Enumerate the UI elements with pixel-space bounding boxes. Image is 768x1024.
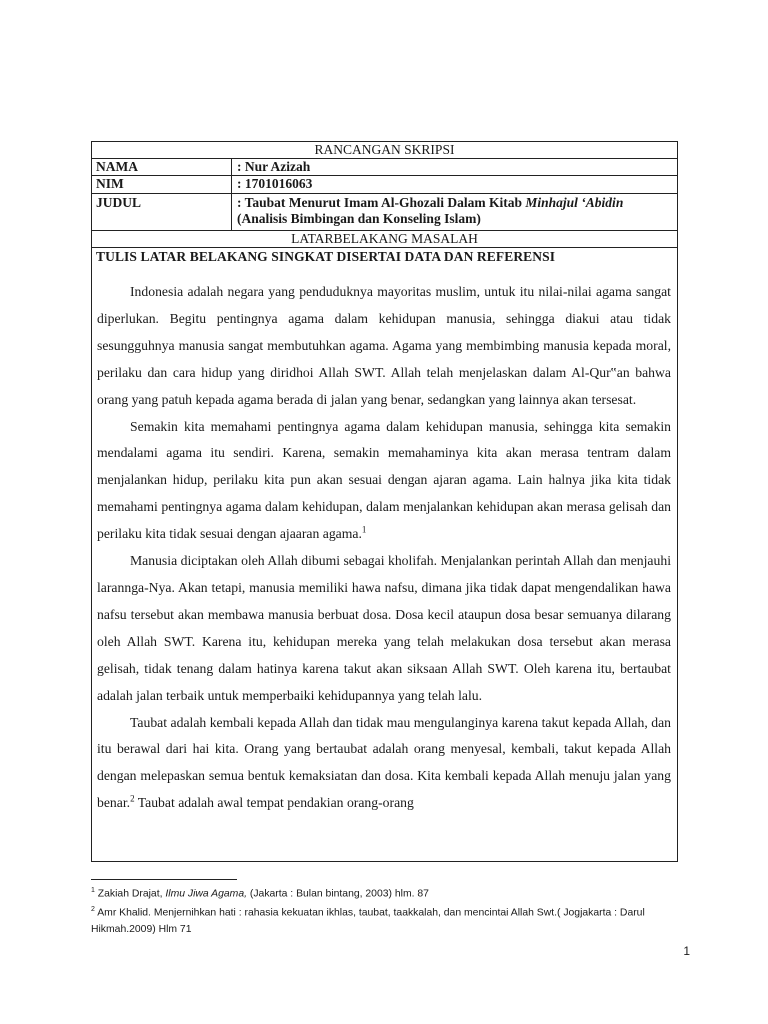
paragraph-4: Taubat adalah kembali kepada Allah dan tidak mau mengulanginya karena takut kepada Allah, dan itu berawal dari hai kita. Orang yang bertaubat adalah orang menyesal, kembali, takut kepada Allah dengan melepaskan semua bentuk kemaksiatan dan dosa. Kita kembali kepada Allah menuju jalan yang benar.$^2$ Taubat adalah awal tempat pendakian orang-orang xyxy=(97,714,671,811)
nim-value: : 1701016063 xyxy=(237,176,313,191)
judul-kitab: Minhajul ‘Abidin xyxy=(525,195,624,210)
paragraph-2: Semakin kita memahami pentingnya agama dalam kehidupan manusia, sehingga kita semakin mendalami agama itu sendiri. Karena, semakin memahaminya kita akan merasa tentram dalam menjalankan hidup, perilaku kita pun akan sesuai dengan ajaran agama. Lain halnya jika kita tidak memahami pentingnya agama dalam kehidupan, dalam menjalankan kehidupan akan merasa gelisah dan perilaku kita tidak sesuai dengan ajaaran agama.$^1$ xyxy=(97,418,671,542)
judul-label: JUDUL xyxy=(92,194,232,230)
footnote-ref-1[interactable]: 1 xyxy=(361,524,367,535)
nama-value: : Nur Azizah xyxy=(237,159,311,174)
form-title: RANCANGAN SKRIPSI xyxy=(92,142,677,159)
row-nim xyxy=(92,176,677,194)
row-nama xyxy=(92,159,677,176)
footnotes xyxy=(91,883,681,938)
judul-text: : Taubat Menurut Imam Al-Ghozali Dalam Kitab xyxy=(237,195,526,210)
nama-label: NAMA xyxy=(92,159,232,175)
nim-label: NIM xyxy=(92,176,232,193)
footnote-2: $^2$ Amr Khalid. Menjernihkan hati : rahasia kekuatan ikhlas, taubat, taakkalah, dan mencintai Allah Swt.( Jogjakarta : Darul Hikmah.2009) Hlm 71 xyxy=(91,906,645,935)
section-title: LATARBELAKANG MASALAH xyxy=(92,231,677,248)
paragraph-3: Manusia diciptakan oleh Allah dibumi sebagai kholifah. Menjalankan perintah Allah dan menjauhi larannga-Nya. Akan tetapi, manusia memiliki hawa nafsu, dimana jika tidak dapat mengendalikan hawa nafsu tersebut akan membawa manusia berbuat dosa. Dosa kecil ataupun dosa besar semuanya dilarang oleh Allah SWT. Karena itu, kehidupan mereka yang telah melakukan dosa tersebut akan merasa gelisah, tidak tenang dalam hatinya karena takut akan siksaan Allah SWT. Oleh karena itu, bertaubat adalah jalan terbaik untuk memperbaiki kehidupannya yang telah lalu. xyxy=(97,553,671,703)
proposal-form xyxy=(91,141,678,862)
footnote-1: $^1$ Zakiah Drajat, Ilmu Jiwa Agama, (Jakarta : Bulan bintang, 2003) hlm. 87 xyxy=(91,887,429,900)
paragraph-1: Indonesia adalah negara yang penduduknya mayoritas muslim, untuk itu nilai-nilai agama sangat diperlukan. Begitu pentingnya agama dalam kehidupan manusia, sehingga diakui atau tidak sesungguhnya manusia sangat membutuhkan agama. Agama yang membimbing manusia kepada moral, perilaku dan cara hidup yang diridhoi Allah SWT. Allah telah menjelaskan dalam Al-Qur‟an bahwa orang yang patuh kepada agama berada di jalan yang benar, sedangkan yang lainnya akan tersesat. xyxy=(97,284,671,407)
instruction-text: TULIS LATAR BELAKANG SINGKAT DISERTAI DATA DAN REFERENSI xyxy=(96,249,556,264)
footnote-ref-2[interactable]: 2 xyxy=(130,793,135,804)
judul-subtitle: (Analisis Bimbingan dan Konseling Islam) xyxy=(237,211,481,226)
judul-value xyxy=(232,194,677,230)
background-body xyxy=(97,279,671,817)
page-number: 1 xyxy=(683,944,690,958)
row-judul xyxy=(92,194,677,231)
footnote-separator xyxy=(91,879,237,880)
